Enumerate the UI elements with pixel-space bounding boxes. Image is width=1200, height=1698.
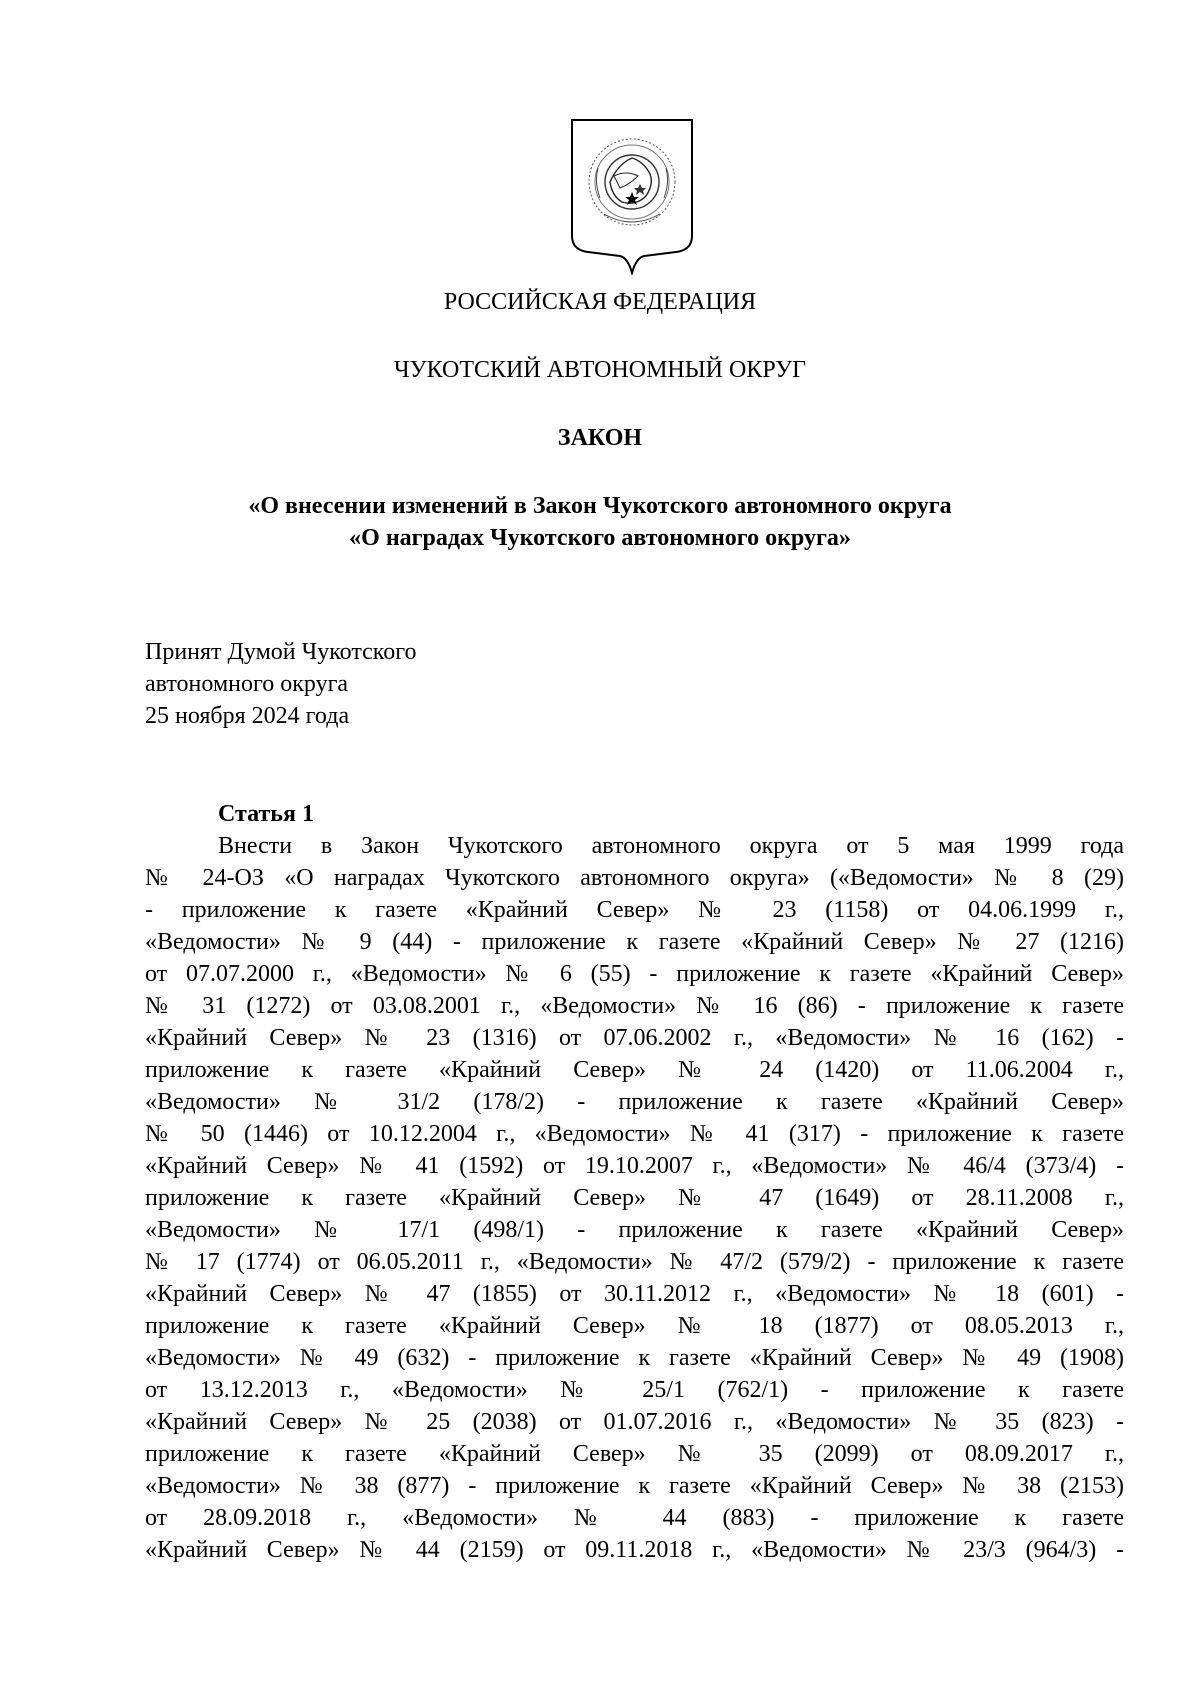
article-text-line: «Ведомости» № 49 (632) - приложение к газете «Крайний Север» № 49 (1908) (145, 1345, 1124, 1371)
article-text-line: «Ведомости» № 38 (877) - приложение к газете «Крайний Север» № 38 (2153) (145, 1473, 1124, 1499)
law-title-line-2: «О наградах Чукотского автономного округа» (349, 525, 851, 551)
document-type-heading: ЗАКОН (557, 425, 643, 451)
article-text-line: «Ведомости» № 9 (44) - приложение к газете «Крайний Север» № 27 (1216) (145, 929, 1124, 955)
article-heading: Статья 1 (218, 801, 314, 827)
article-text-line: «Крайний Север» № 41 (1592) от 19.10.2007 г., «Ведомости» № 46/4 (373/4) - (145, 1153, 1124, 1179)
law-title-line-1: «О внесении изменений в Закон Чукотского автономного округа (248, 493, 952, 519)
article-text-line: - приложение к газете «Крайний Север» № 23 (1158) от 04.06.1999 г., (145, 897, 1124, 923)
article-text-line: «Ведомости» № 31/2 (178/2) - приложение к газете «Крайний Север» (145, 1089, 1124, 1115)
article-body (145, 830, 1124, 1566)
coat-of-arms-icon (570, 118, 694, 275)
article-text-line: Внести в Закон Чукотского автономного округа от 5 мая 1999 года (218, 833, 1124, 859)
region-heading: ЧУКОТСКИЙ АВТОНОМНЫЙ ОКРУГ (394, 357, 806, 383)
article-text-line: № 31 (1272) от 03.08.2001 г., «Ведомости» № 16 (86) - приложение к газете (145, 993, 1124, 1019)
article-text-line: от 07.07.2000 г., «Ведомости» № 6 (55) - приложение к газете «Крайний Север» (145, 961, 1124, 987)
adoption-date: 25 ноября 2024 года (145, 703, 350, 729)
article-text-line: «Ведомости» № 17/1 (498/1) - приложение к газете «Крайний Север» (145, 1217, 1124, 1243)
article-text-line: «Крайний Север» № 25 (2038) от 01.07.2016 г., «Ведомости» № 35 (823) - (145, 1409, 1124, 1435)
article-text-line: от 13.12.2013 г., «Ведомости» № 25/1 (762/1) - приложение к газете (145, 1377, 1124, 1403)
article-text-line: от 28.09.2018 г., «Ведомости» № 44 (883) - приложение к газете (145, 1505, 1124, 1531)
article-text-line: приложение к газете «Крайний Север» № 18 (1877) от 08.05.2013 г., (145, 1313, 1124, 1339)
article-text-line: «Крайний Север» № 23 (1316) от 07.06.2002 г., «Ведомости» № 16 (162) - (145, 1025, 1124, 1051)
article-text-line: «Крайний Север» № 47 (1855) от 30.11.2012 г., «Ведомости» № 18 (601) - (145, 1281, 1124, 1307)
adoption-line-1: Принят Думой Чукотского (145, 639, 417, 665)
article-text-line: приложение к газете «Крайний Север» № 47 (1649) от 28.11.2008 г., (145, 1185, 1124, 1211)
adoption-line-2: автономного округа (145, 671, 349, 697)
article-text-line: № 17 (1774) от 06.05.2011 г., «Ведомости» № 47/2 (579/2) - приложение к газете (145, 1249, 1124, 1275)
article-text-line: «Крайний Север» № 44 (2159) от 09.11.2018 г., «Ведомости» № 23/3 (964/3) - (145, 1537, 1124, 1563)
article-text-line: приложение к газете «Крайний Север» № 35 (2099) от 08.09.2017 г., (145, 1441, 1124, 1467)
adoption-block (145, 636, 416, 732)
article-text-line: № 24-ОЗ «О наградах Чукотского автономного округа» («Ведомости» № 8 (29) (145, 865, 1124, 891)
article-text-line: приложение к газете «Крайний Север» № 24 (1420) от 11.06.2004 г., (145, 1057, 1124, 1083)
country-heading: РОССИЙСКАЯ ФЕДЕРАЦИЯ (443, 289, 757, 315)
article-text-line: № 50 (1446) от 10.12.2004 г., «Ведомости» № 41 (317) - приложение к газете (145, 1121, 1124, 1147)
